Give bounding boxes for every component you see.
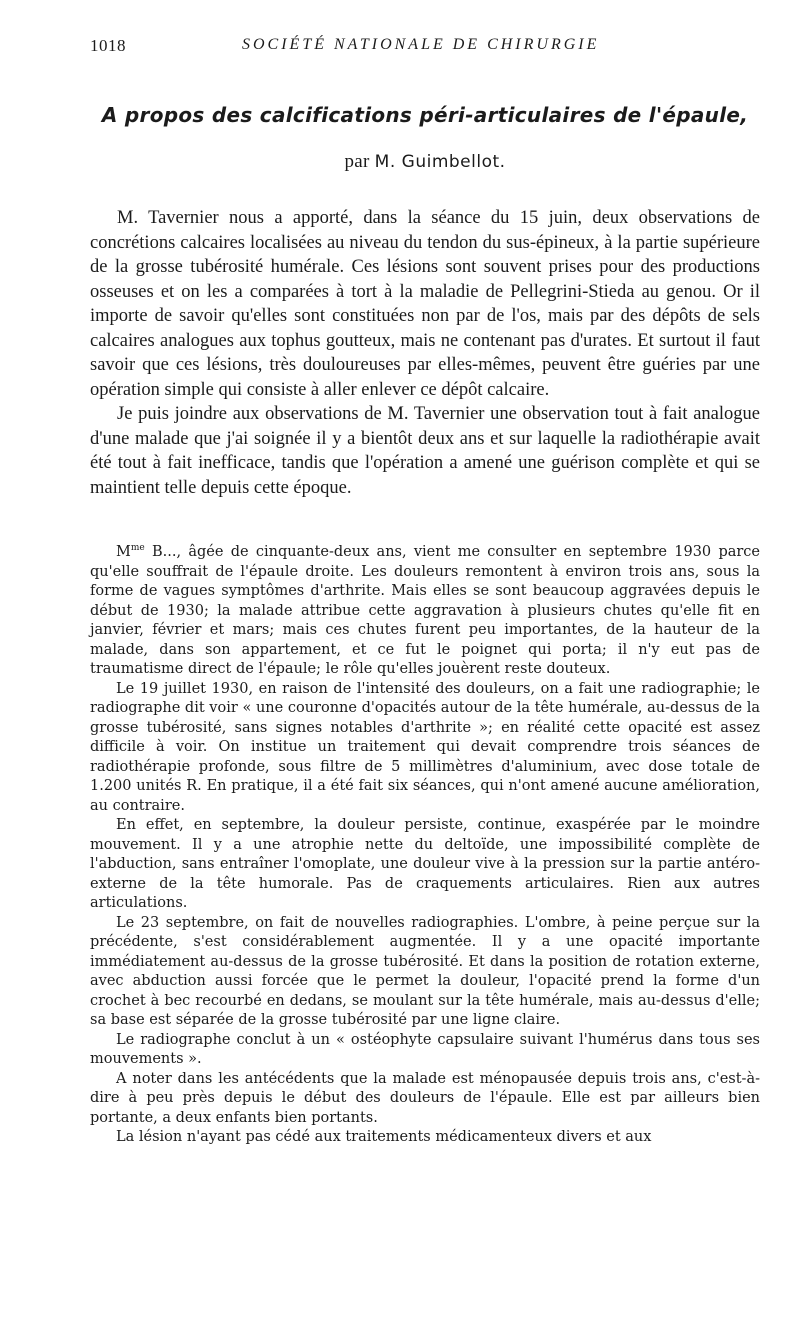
main-text xyxy=(90,206,760,500)
patient-title-superscript: me xyxy=(130,543,145,553)
patient-title: M xyxy=(116,544,131,560)
case-paragraph xyxy=(90,543,760,680)
article-title: A propos des calcifications péri-articulaires de l'épaule, xyxy=(101,103,749,127)
body-paragraph: Je puis joindre aux observations de M. Tavernier une observation tout à fait analogue d'une malade que j'ai soignée il y a bientôt deux ans et sur laquelle la radiothérapie avait été tout à fait inefficace, tandis que l'opération a amené une guérison complète et qui se maintient telle depuis cette époque. xyxy=(90,404,760,498)
byline-prefix: par xyxy=(344,151,370,172)
case-paragraph: Le 19 juillet 1930, en raison de l'intensité des douleurs, on a fait une radiographie; le radiographe dit voir « une couronne d'opacités autour de la tête humérale, au-dessus de la grosse tubérosité, sans signes notables d'arthrite »; en réalité cette opacité est assez difficile à voir. On institue un traitement qui devait comprendre trois séances de radiothérapie profonde, sous filtre de 5 millimètres d'aluminium, avec dose totale de 1.200 unités R. En pratique, il a été fait six séances, qui n'ont amené aucune amélioration, au contraire. xyxy=(90,680,760,814)
body-paragraph: M. Tavernier nous a apporté, dans la séance du 15 juin, deux observations de concrétions calcaires localisées au niveau du tendon du sus-épineux, à la partie supérieure de la grosse tubérosité humérale. Ces lésions sont souvent prises pour des productions osseuses et on les a comparées à tort à la maladie de Pellegrini-Stieda au genou. Or il importe de savoir qu'elles sont constituées non par de l'os, mais par des dépôts de sels calcaires analogues aux tophus goutteux, mais ne contenant pas d'urates. Et surtout il faut savoir que ces lésions, très douloureuses par elles-mêmes, peuvent être guéries par une opération simple qui consiste à aller enlever ce dépôt calcaire. xyxy=(90,208,760,400)
byline xyxy=(90,151,760,173)
case-intro-text: B..., âgée de cinquante-deux ans, vient me consulter en septembre 1930 parce qu'elle souffrait de l'épaule droite. Les douleurs remontent à environ trois ans, sous la forme de vagues symptômes d'arthrite. Mais elles se sont beaucoup aggravées depuis le début de 1930; la malade attribue cette aggravation à plusieurs chutes qu'elle fit en janvier, février et mars; mais ces chutes furent peu importantes, de la hauteur de la malade, dans son appartement, et ce fut le poignet qui porta; il n'y eut pas de traumatisme direct de l'épaule; le rôle qu'elles jouèrent reste douteux. xyxy=(90,544,760,677)
page-number: 1018 xyxy=(90,36,126,55)
case-paragraph: En effet, en septembre, la douleur persiste, continue, exaspérée par le moindre mouvement. Il y a une atrophie nette du deltoïde, une impossibilité complète de l'abduction, sans entraîner l'omoplate, une douleur vive à la pression sur la partie antéro-externe de la tête humorale. Pas de craquements articulaires. Rien aux autres articulations. xyxy=(90,817,760,911)
case-paragraph: La lésion n'ayant pas cédé aux traitements médicamenteux divers et aux xyxy=(116,1129,652,1145)
case-paragraph: A noter dans les antécédents que la malade est ménopausée depuis trois ans, c'est-à-dire à peu près depuis le début des douleurs de l'épaule. Elle est par ailleurs bien portante, a deux enfants bien portants. xyxy=(90,1070,760,1126)
running-head xyxy=(90,36,760,60)
case-paragraph: Le 23 septembre, on fait de nouvelles radiographies. L'ombre, à peine perçue sur la précédente, s'est considérablement augmentée. Il y a une opacité importante immédiatement au-dessus de la grosse tubérosité. Et dans la position de rotation externe, avec abduction aussi forcée que le permet la douleur, l'opacité prend la forme d'un crochet à bec recourbé en dedans, se moulant sur la tête humérale, mais au-dessus d'elle; sa base est séparée de la grosse tubérosité par une ligne claire. xyxy=(90,914,760,1028)
case-report xyxy=(90,543,760,1148)
author-name: M. Guimbellot. xyxy=(374,152,506,172)
case-paragraph: Le radiographe conclut à un « ostéophyte capsulaire suivant l'humérus dans tous ses mouvements ». xyxy=(90,1031,760,1067)
journal-name: SOCIÉTÉ NATIONALE DE CHIRURGIE xyxy=(242,36,600,53)
